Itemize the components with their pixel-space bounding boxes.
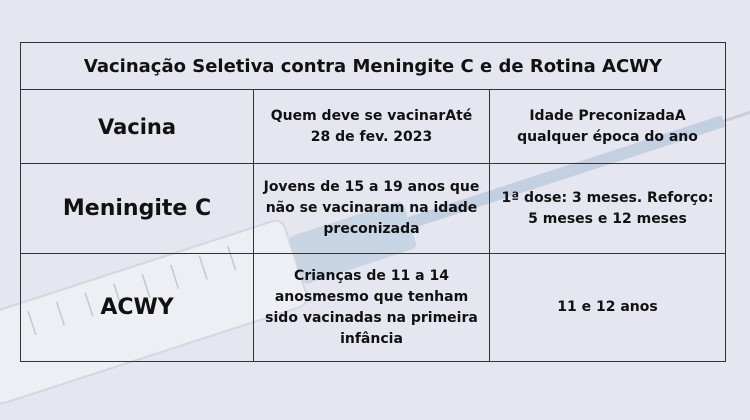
vaccination-table [20, 42, 726, 362]
header-vacina: Vacina [21, 90, 254, 164]
row-vacina-acwy: ACWY [21, 254, 254, 362]
header-quem-deve-se-vacinar: Quem deve se vacinarAté 28 de fev. 2023 [254, 90, 490, 164]
row-idade-acwy: 11 e 12 anos [490, 254, 726, 362]
table-title: Vacinação Seletiva contra Meningite C e de Rotina ACWY [21, 43, 726, 90]
row-idade-meningite-c: 1ª dose: 3 meses. Reforço: 5 meses e 12 meses [490, 164, 726, 254]
header-idade-preconizada: Idade PreconizadaA qualquer época do ano [490, 90, 726, 164]
row-vacina-meningite-c: Meningite C [21, 164, 254, 254]
row-quem-acwy: Crianças de 11 a 14 anosmesmo que tenham sido vacinadas na primeira infância [254, 254, 490, 362]
table-row [21, 254, 726, 362]
table-row [21, 164, 726, 254]
row-quem-meningite-c: Jovens de 15 a 19 anos que não se vacinaram na idade preconizada [254, 164, 490, 254]
